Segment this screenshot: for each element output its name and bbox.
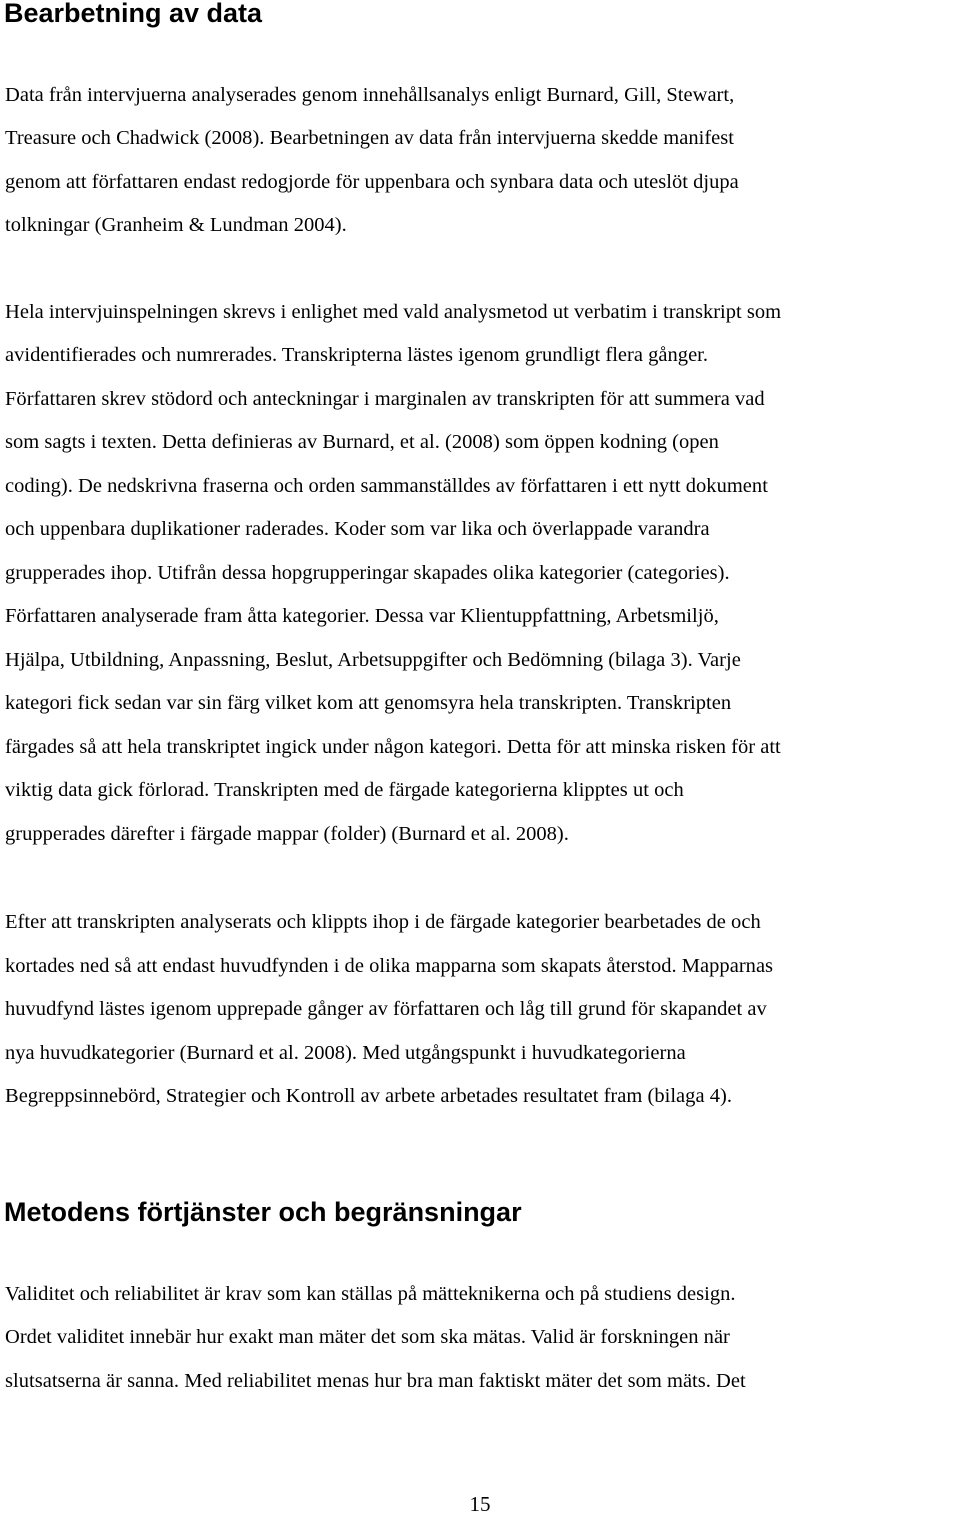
- text-line: Treasure och Chadwick (2008). Bearbetningen av data från intervjuerna skedde manifest: [5, 127, 735, 149]
- text-line: och uppenbara duplikationer raderades. Koder som var lika och överlappade varandra: [5, 518, 710, 540]
- text-line: grupperades därefter i färgade mappar (folder) (Burnard et al. 2008).: [5, 823, 569, 845]
- text-line: kategori fick sedan var sin färg vilket kom att genomsyra hela transkripten. Transkripten: [5, 692, 732, 714]
- text-line: Validitet och reliabilitet är krav som kan ställas på mätteknikerna och på studiens design.: [5, 1283, 736, 1305]
- text-line: Författaren analyserade fram åtta kategorier. Dessa var Klientuppfattning, Arbetsmiljö,: [5, 605, 719, 627]
- text-line: Ordet validitet innebär hur exakt man mäter det som ska mätas. Valid är forskningen när: [5, 1326, 730, 1348]
- text-line: Efter att transkripten analyserats och klippts ihop i de färgade kategorier bearbetades de och: [5, 911, 761, 933]
- text-line: viktig data gick förlorad. Transkripten med de färgade kategorierna klipptes ut och: [5, 779, 684, 801]
- text-line: avidentifierades och numrerades. Transkripterna lästes igenom grundligt flera gånger.: [5, 344, 709, 366]
- text-line: Författaren skrev stödord och anteckningar i marginalen av transkripten för att summera vad: [5, 388, 765, 410]
- text-line: färgades så att hela transkriptet ingick under någon kategori. Detta för att minska risken för att: [5, 736, 781, 758]
- text-line: grupperades ihop. Utifrån dessa hopgrupperingar skapades olika kategorier (categories).: [5, 562, 730, 584]
- text-line: Hjälpa, Utbildning, Anpassning, Beslut, Arbetsuppgifter och Bedömning (bilaga 3). Varje: [5, 649, 741, 671]
- text-line: genom att författaren endast redogjorde för uppenbara och synbara data och uteslöt djupa: [5, 171, 739, 193]
- text-line: Begreppsinnebörd, Strategier och Kontroll av arbete arbetades resultatet fram (bilaga 4).: [5, 1085, 732, 1107]
- text-line: Hela intervjuinspelningen skrevs i enlighet med vald analysmetod ut verbatim i transkript som: [5, 301, 782, 323]
- text-line: kortades ned så att endast huvudfynden i de olika mapparna som skapats återstod. Mapparnas: [5, 955, 774, 977]
- text-line: slutsatserna är sanna. Med reliabilitet menas hur bra man faktiskt mäter det som mäts. Det: [5, 1370, 746, 1392]
- page-number: 15: [469, 1492, 491, 1516]
- text-line: coding). De nedskrivna fraserna och orden sammanställdes av författaren i ett nytt dokument: [5, 475, 768, 497]
- text-line: som sagts i texten. Detta definieras av Burnard, et al. (2008) som öppen kodning (open: [5, 431, 719, 453]
- text-line: tolkningar (Granheim & Lundman 2004).: [5, 214, 347, 236]
- section-heading-bearbetning: Bearbetning av data: [4, 0, 263, 28]
- text-line: Data från intervjuerna analyserades genom innehållsanalys enligt Burnard, Gill, Stewart,: [5, 84, 735, 106]
- text-line: nya huvudkategorier (Burnard et al. 2008). Med utgångspunkt i huvudkategorierna: [5, 1042, 686, 1064]
- section-heading-metodens-fortjanster: Metodens förtjänster och begränsningar: [4, 1197, 522, 1227]
- text-line: huvudfynd lästes igenom upprepade gånger av författaren och låg till grund för skapandet av: [5, 998, 767, 1020]
